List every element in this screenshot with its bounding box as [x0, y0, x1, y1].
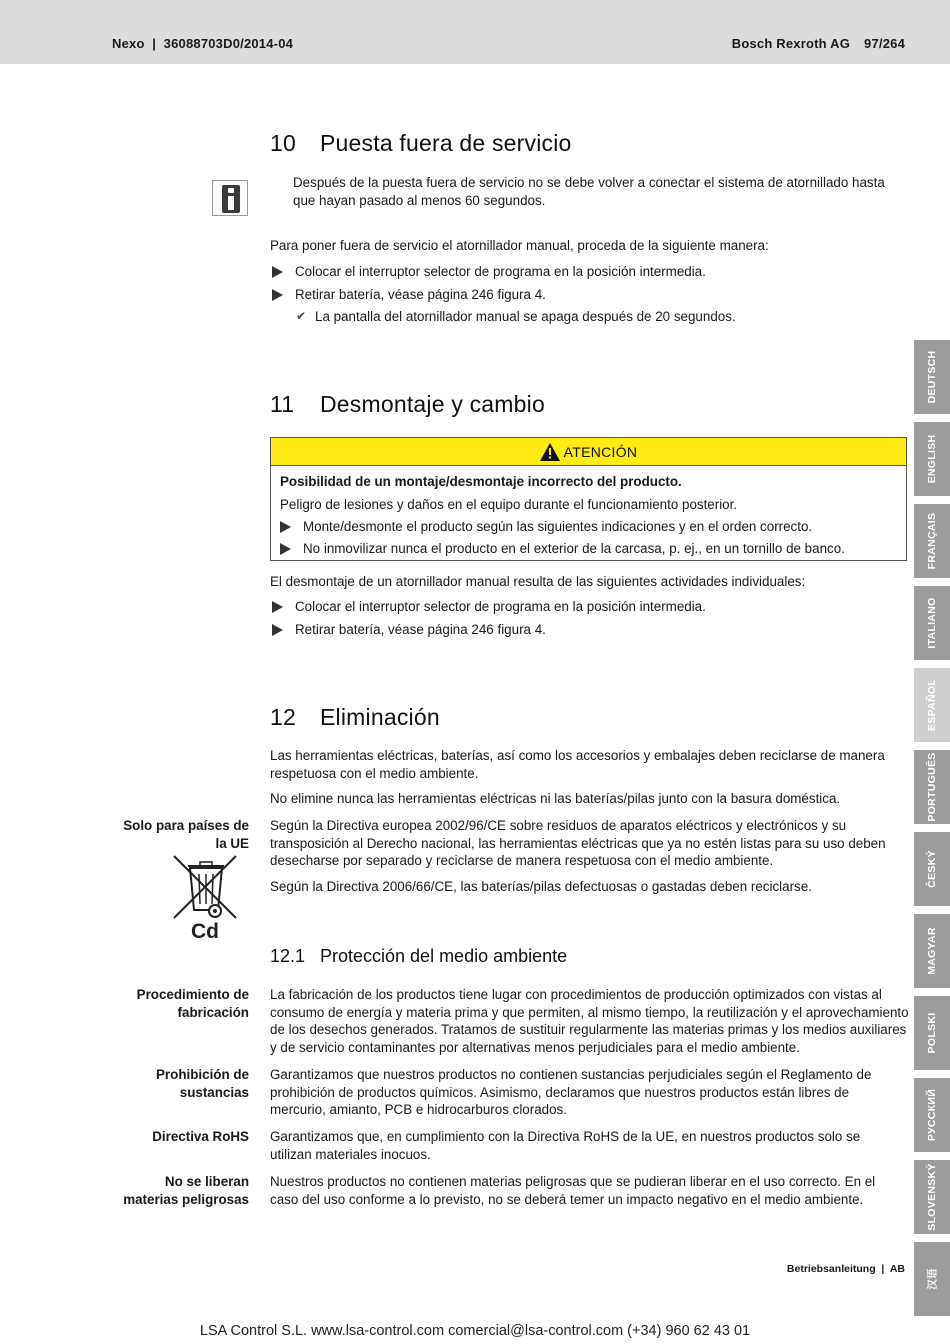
section-10-title: Puesta fuera de servicio [320, 130, 572, 156]
label-line: Procedimiento de [136, 987, 249, 1002]
tab-label: POLSKI [926, 1012, 938, 1054]
section-11-intro: El desmontaje de un atornillador manual resulta de las siguientes actividades individuales: [270, 574, 806, 589]
bullet-arrow-icon [280, 521, 291, 533]
para-line: respetuosa con el medio ambiente. [270, 765, 479, 781]
section-12-para-4: Según la Directiva 2006/66/CE, las baterías/pilas defectuosas o gastadas deben reciclarse. [270, 879, 812, 894]
tab-francais[interactable] [914, 504, 950, 578]
warning-triangle-icon [540, 443, 560, 461]
tab-cesky[interactable] [914, 832, 950, 906]
header-page-number: 97/264 [864, 36, 905, 51]
warning-header [271, 438, 906, 466]
tab-label: 汉语 [926, 1268, 939, 1290]
label-hazardous [123, 1173, 249, 1208]
weee-symbol-label: Cd [191, 920, 219, 943]
warning-text: Peligro de lesiones y daños en el equipo durante el funcionamiento posterior. [280, 497, 738, 512]
note-line-2: que hayan pasado al menos 60 segundos. [293, 192, 546, 208]
step-text: Colocar el interruptor selector de programa en la posición intermedia. [295, 599, 706, 614]
warning-item-text: No inmovilizar nunca el producto en el exterior de la carcasa, p. ej., en un tornillo de banco. [303, 541, 845, 556]
tab-label: SLOVENSKÝ [926, 1163, 938, 1231]
tab-portugues[interactable] [914, 750, 950, 824]
section-12-heading [270, 704, 440, 731]
section-10-note [293, 174, 885, 209]
header-doc-id: Nexo | 36088703D0/2014-04 [112, 36, 294, 51]
tab-label: ITALIANO [926, 597, 938, 649]
para-line: La fabricación de los productos tiene lugar con procedimientos de producción optimizados con vistas al [270, 987, 882, 1002]
tab-label: MAGYAR [926, 927, 938, 975]
bullet-arrow-icon [272, 624, 283, 636]
tab-polski[interactable] [914, 996, 950, 1070]
warning-box [270, 437, 907, 561]
tab-label: ESPAÑOL [926, 678, 938, 732]
bullet-arrow-icon [272, 601, 283, 613]
header-company: Bosch Rexroth AG [731, 36, 851, 51]
section-11-number: 11 [270, 391, 295, 417]
tab-english[interactable] [914, 422, 950, 496]
para-line: prohibición de productos químicos. Asimismo, declaramos que nuestros productos están libres de [270, 1084, 850, 1100]
para-line: Según la Directiva europea 2002/96/CE sobre residuos de aparatos eléctricos y electrónicos y su [270, 818, 847, 833]
bullet-arrow-icon [272, 266, 283, 278]
label-rohs: Directiva RoHS [152, 1129, 249, 1144]
tab-magyar[interactable] [914, 914, 950, 988]
eu-only-label [123, 817, 249, 852]
tab-label: ČESKÝ [926, 850, 938, 888]
note-line-1: Después de la puesta fuera de servicio no se debe volver a conectar el sistema de atornillado hasta [293, 175, 885, 190]
bullet-arrow-icon [272, 289, 283, 301]
warning-heading: Posibilidad de un montaje/desmontaje incorrecto del producto. [280, 474, 682, 489]
para-line: mercurio, amianto, PCB e hidrocarburos clorados. [270, 1102, 567, 1117]
tab-label: DEUTSCH [926, 350, 938, 404]
tab-label: PORTUGUÊS [926, 752, 938, 822]
section-10-intro: Para poner fuera de servicio el atornillador manual, proceda de la siguiente manera: [270, 238, 769, 253]
para-line: utilizan materiales inocuos. [270, 1146, 431, 1162]
tab-italiano[interactable] [914, 586, 950, 660]
section-11-heading [270, 391, 545, 418]
tab-label: ENGLISH [926, 434, 938, 484]
para-line: caso del uso conforme a lo previsto, no se deberá temer un impacto negativo en el medio ambiente. [270, 1191, 864, 1207]
crossed-bin-icon [170, 854, 240, 944]
result-text: La pantalla del atornillador manual se apaga después de 20 segundos. [315, 309, 736, 324]
label-line: sustancias [179, 1084, 249, 1100]
para-line: Garantizamos que, en cumplimiento con la Directiva RoHS de la UE, en nuestros productos solo se [270, 1129, 861, 1144]
para-line: transposición al Derecho nacional, las herramientas eléctricas que ya no estén listas para su uso deben [270, 835, 886, 851]
warning-item-text: Monte/desmonte el producto según las siguientes indicaciones y en el orden correcto. [303, 519, 813, 534]
tab-russkiy[interactable] [914, 1078, 950, 1152]
section-10-number: 10 [270, 130, 296, 156]
step-text: Colocar el interruptor selector de programa en la posición intermedia. [295, 264, 706, 279]
label-line: No se liberan [164, 1174, 249, 1189]
tab-label: РУССКИЙ [926, 1088, 938, 1142]
section-12-number: 12 [270, 704, 296, 730]
section-11-title: Desmontaje y cambio [320, 391, 545, 417]
warning-label: ATENCIÓN [563, 444, 638, 460]
tab-espanol[interactable] [914, 668, 950, 742]
footer-doc-label: Betriebsanleitung | AB [786, 1263, 905, 1275]
step-text: Retirar batería, véase página 246 figura 4. [295, 622, 546, 637]
para-line: de los desechos generados. Tratamos de sustituir regularmente las materias primas y los medios auxiliares [270, 1022, 907, 1037]
label-line: materias peligrosas [123, 1191, 249, 1207]
text-substances [270, 1066, 871, 1119]
section-12-para-3 [270, 817, 886, 870]
section-12-1-title: Protección del medio ambiente [320, 946, 568, 966]
para-line: y de servicio contaminantes por alternativas menos perjudiciales para el medio ambiente. [270, 1039, 800, 1055]
label-line: Solo para países de [123, 818, 249, 833]
footer-company-line: LSA Control S.L. www.lsa-control.com comercial@lsa-control.com (+34) 960 62 43 01 [199, 1323, 751, 1339]
tab-deutsch[interactable] [914, 340, 950, 414]
tab-chinese[interactable] [914, 1242, 950, 1316]
para-line: Nuestros productos no contienen materias peligrosas que se pudieran liberar en el uso correcto. En el [270, 1174, 876, 1189]
section-12-title: Eliminación [320, 704, 440, 730]
header-company-page [732, 36, 905, 51]
text-hazardous [270, 1173, 875, 1208]
label-substances [156, 1066, 249, 1101]
label-manufacturing [137, 986, 249, 1021]
label-line: la UE [215, 835, 249, 851]
label-line: fabricación [177, 1004, 249, 1020]
section-12-1-heading [270, 946, 567, 967]
text-rohs [270, 1128, 860, 1163]
para-line: consumo de energía y materia prima y que permiten, al mismo tiempo, la reutilización y el aprovechamiento [270, 1004, 909, 1020]
checkmark-icon: ✔ [296, 309, 307, 323]
step-text: Retirar batería, véase página 246 figura 4. [295, 287, 546, 302]
para-line: Las herramientas eléctricas, baterías, así como los accesorios y embalajes deben reciclarse de manera [270, 748, 885, 763]
section-10-heading [270, 130, 572, 157]
tab-label: FRANÇAIS [926, 512, 938, 570]
info-icon [212, 180, 248, 216]
para-line: desecharse por separado y reciclarse de manera respetuosa con el medio ambiente. [270, 853, 774, 868]
section-12-para-2: No elimine nunca las herramientas eléctricas ni las baterías/pilas junto con la basura doméstica. [270, 791, 841, 806]
section-12-1-number: 12.1 [270, 946, 306, 966]
bullet-arrow-icon [280, 543, 291, 555]
para-line: Garantizamos que nuestros productos no contienen sustancias perjudiciales según el Reglamento de [270, 1067, 872, 1082]
tab-slovensky[interactable] [914, 1160, 950, 1234]
text-manufacturing [270, 986, 909, 1056]
page-header [0, 0, 950, 64]
section-12-para-1 [270, 747, 885, 782]
label-line: Prohibición de [156, 1067, 249, 1082]
